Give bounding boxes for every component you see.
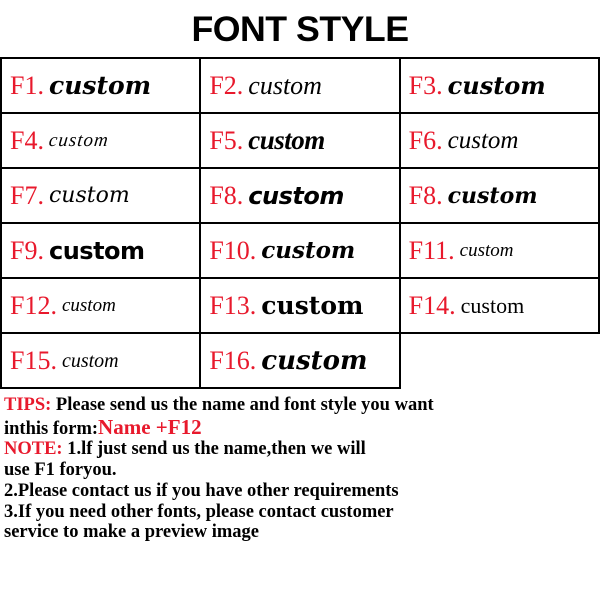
note-text-1: 1.lf just send us the name,then we will	[62, 439, 366, 460]
font-label: F6.	[408, 125, 443, 155]
font-sample: custom	[460, 292, 525, 318]
font-sample: custom	[459, 240, 514, 261]
font-sample: custom	[61, 349, 119, 372]
font-sample: custom	[48, 182, 130, 208]
table-row	[2, 279, 600, 334]
font-option-f6[interactable]	[401, 114, 600, 169]
font-sample: custom	[261, 291, 364, 320]
note-line-2	[4, 481, 596, 502]
tips-form-prefix: inthis form:	[4, 418, 99, 439]
font-option-f8[interactable]	[201, 169, 400, 224]
font-option-f2[interactable]	[201, 59, 400, 114]
font-option-f7[interactable]	[2, 169, 201, 224]
font-option-f16[interactable]	[201, 334, 400, 389]
empty-cell	[401, 334, 600, 389]
tips-form-example: Name +F12	[98, 414, 202, 439]
font-sample: custom	[447, 70, 546, 100]
instructions-block	[0, 389, 600, 543]
tips-text: Please send us the name and font style you want	[51, 395, 434, 415]
table-row	[2, 59, 600, 114]
font-option-f1[interactable]	[2, 59, 201, 114]
font-label: F11.	[408, 235, 455, 265]
font-label: F16.	[209, 345, 257, 375]
font-sample: custom	[261, 345, 368, 376]
table-row	[2, 334, 600, 389]
font-label: F15.	[10, 345, 57, 375]
note-text-2: 2.Please contact us if you have other requirements	[4, 480, 399, 501]
font-sample: custom	[48, 236, 145, 265]
note-line-3b	[4, 522, 596, 543]
note-keyword: NOTE:	[4, 439, 63, 460]
font-sample: custom	[47, 130, 110, 151]
font-option-f8-alt[interactable]	[401, 169, 600, 224]
note-line-1b	[4, 460, 596, 481]
font-sample: custom	[447, 182, 538, 209]
font-option-f5[interactable]	[201, 114, 400, 169]
font-sample: custom	[248, 181, 344, 210]
page-title: FONT STYLE	[191, 10, 409, 49]
font-label: F1.	[10, 70, 44, 100]
font-sample: custom	[61, 295, 116, 316]
font-label: F4.	[10, 125, 44, 155]
font-sample: custom	[248, 70, 322, 100]
font-label: F13.	[209, 290, 257, 320]
note-text-3b: service to make a preview image	[4, 522, 259, 543]
font-option-f10[interactable]	[201, 224, 400, 279]
table-row	[2, 224, 600, 279]
font-option-f14[interactable]	[401, 279, 600, 334]
font-label: F7.	[10, 180, 44, 210]
note-line-1	[4, 439, 596, 460]
tips-line-1	[4, 395, 596, 416]
note-text-1b: use F1 foryou.	[4, 460, 117, 481]
font-option-f4[interactable]	[2, 114, 201, 169]
font-sample: custom	[48, 71, 152, 100]
tips-keyword: TIPS:	[4, 395, 52, 415]
font-label: F5.	[209, 125, 244, 155]
font-option-f11[interactable]	[401, 224, 600, 279]
font-label: F12.	[10, 290, 57, 320]
font-label: F14.	[408, 290, 456, 320]
font-label: F10.	[209, 235, 257, 265]
font-sample-grid	[0, 57, 600, 389]
font-option-f15[interactable]	[2, 334, 201, 389]
font-label: F9.	[10, 235, 44, 265]
font-option-f13[interactable]	[201, 279, 400, 334]
font-sample: custom	[248, 125, 325, 155]
note-text-3: 3.If you need other fonts, please contact customer	[4, 501, 394, 522]
font-option-f9[interactable]	[2, 224, 201, 279]
font-label: F8.	[408, 180, 443, 210]
table-row	[2, 169, 600, 224]
note-line-3	[4, 502, 596, 523]
font-label: F2.	[209, 70, 244, 100]
tips-line-2	[4, 416, 596, 440]
font-label: F8.	[209, 180, 244, 210]
table-row	[2, 114, 600, 169]
font-option-f3[interactable]	[401, 59, 600, 114]
font-sample: custom	[447, 127, 519, 154]
font-sample: custom	[261, 237, 356, 264]
font-option-f12[interactable]	[2, 279, 201, 334]
font-label: F3.	[408, 70, 443, 100]
